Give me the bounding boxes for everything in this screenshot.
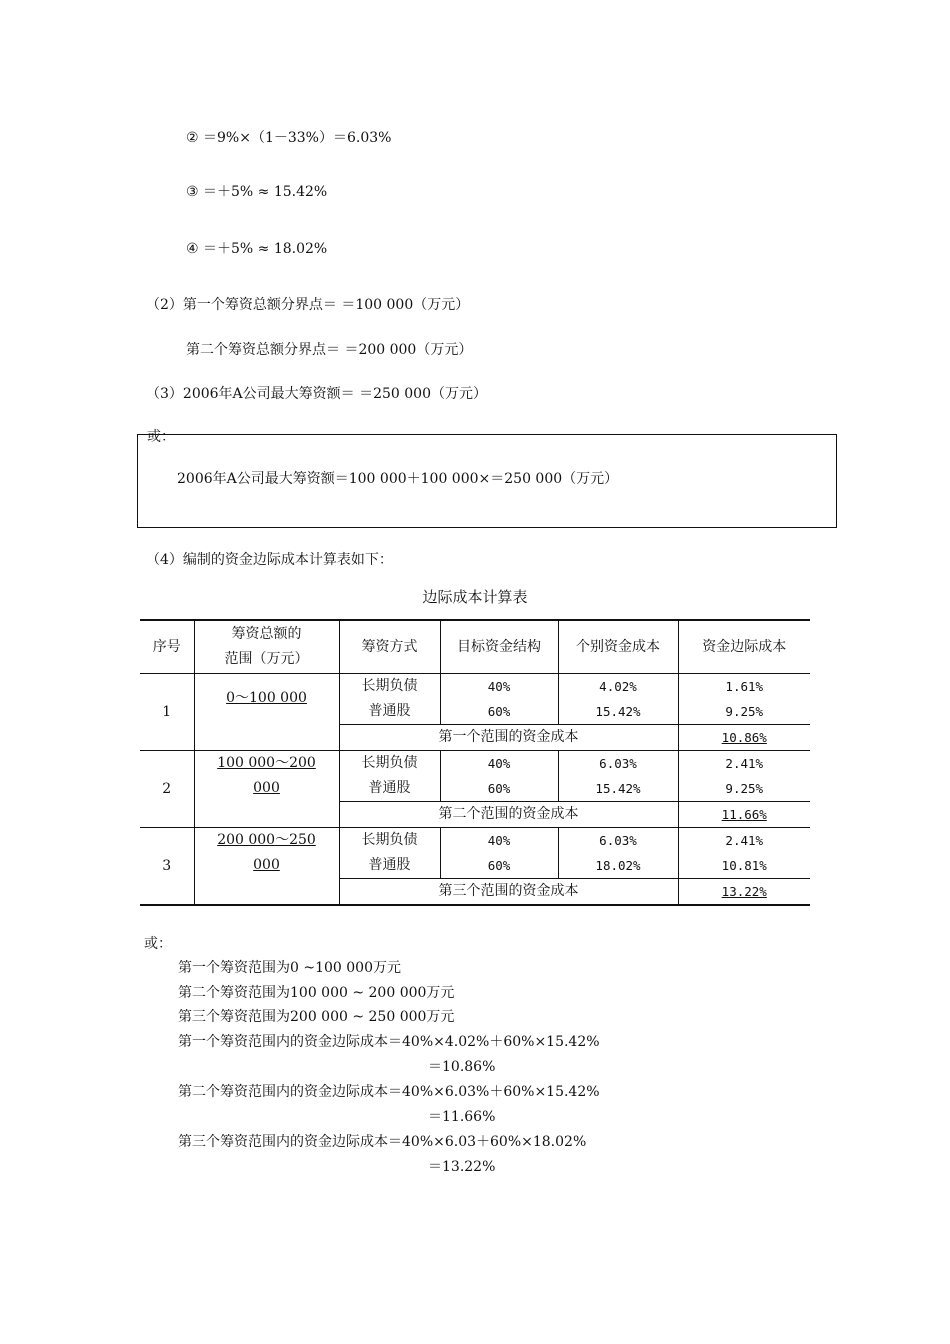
marginal-equity: 9.25%	[725, 704, 764, 719]
method-debt: 长期负债	[361, 678, 418, 694]
structure-equity: 60%	[487, 781, 511, 796]
marginal-cell	[678, 674, 810, 725]
header-cost: 个别资金成本	[558, 620, 678, 674]
formula-line-3: ③ ＝＋5% ≈ 15.42%	[186, 184, 328, 200]
header-marginal: 资金边际成本	[678, 620, 810, 674]
method-cell	[339, 828, 440, 879]
or-label-box: 或：	[147, 429, 175, 445]
marginal-equity: 10.81%	[721, 858, 767, 873]
calc-2-result: ＝11.66%	[428, 1109, 496, 1125]
total-value	[678, 725, 810, 751]
cost-debt: 4.02%	[599, 679, 637, 694]
formula-line-2: ② ＝9%×（1－33%）＝6.03%	[186, 130, 392, 146]
calc-3-result: ＝13.22%	[428, 1159, 496, 1175]
range-line2: 000	[253, 857, 280, 873]
total-value	[678, 802, 810, 828]
structure-equity: 60%	[487, 858, 511, 873]
method-debt: 长期负债	[361, 755, 418, 771]
table-intro: （4）编制的资金边际成本计算表如下：	[146, 552, 393, 568]
table-row	[140, 751, 810, 802]
total-label: 第三个范围的资金成本	[339, 879, 678, 906]
structure-debt: 40%	[487, 756, 511, 771]
method-equity: 普通股	[368, 780, 411, 796]
total-label: 第一个范围的资金成本	[339, 725, 678, 751]
calc-2: 第二个筹资范围内的资金边际成本＝40%×6.03%＋60%×15.42%	[178, 1084, 600, 1100]
total-value-text: 10.86%	[721, 730, 767, 745]
cost-equity: 15.42%	[595, 781, 641, 796]
header-method: 筹资方式	[339, 620, 440, 674]
method-cell	[339, 751, 440, 802]
method-cell	[339, 674, 440, 725]
structure-debt: 40%	[487, 679, 511, 694]
marginal-debt: 2.41%	[725, 756, 764, 771]
structure-debt: 40%	[487, 833, 511, 848]
header-seq: 序号	[140, 620, 194, 674]
header-range	[194, 620, 339, 674]
structure-cell	[440, 828, 558, 879]
range-desc-1: 第一个筹资范围为0 ~100 000万元	[178, 960, 401, 976]
structure-equity: 60%	[487, 704, 511, 719]
structure-cell	[440, 674, 558, 725]
header-range-line1: 筹资总额的	[231, 626, 302, 642]
range-line2: 000	[253, 780, 280, 796]
range-line1: 100 000～200	[217, 755, 316, 771]
max-financing-alt: 2006年A公司最大筹资额＝100 000＋100 000×＝250 000（万元）	[177, 471, 619, 487]
breakpoint-1: （2）第一个筹资总额分界点＝ ＝100 000（万元）	[146, 297, 470, 313]
calc-3: 第三个筹资范围内的资金边际成本＝40%×6.03＋60%×18.02%	[178, 1134, 587, 1150]
cost-debt: 6.03%	[599, 833, 637, 848]
group-seq: 2	[140, 751, 194, 828]
group-range	[194, 828, 339, 906]
range-line1: 200 000～250	[217, 832, 316, 848]
range-line1: 0～100 000	[226, 690, 307, 706]
breakpoint-2: 第二个筹资总额分界点＝ ＝200 000（万元）	[186, 342, 473, 358]
marginal-cell	[678, 828, 810, 879]
formula-line-4: ④ ＝＋5% ≈ 18.02%	[186, 241, 328, 257]
method-equity: 普通股	[368, 703, 411, 719]
total-value	[678, 879, 810, 906]
marginal-debt: 2.41%	[725, 833, 764, 848]
cost-cell	[558, 828, 678, 879]
structure-cell	[440, 751, 558, 802]
method-debt: 长期负债	[361, 832, 418, 848]
cost-equity: 18.02%	[595, 858, 641, 873]
or-label-2: 或：	[144, 936, 172, 952]
cost-cell	[558, 751, 678, 802]
header-structure: 目标资金结构	[440, 620, 558, 674]
group-seq: 3	[140, 828, 194, 906]
method-equity: 普通股	[368, 857, 411, 873]
total-label: 第二个范围的资金成本	[339, 802, 678, 828]
marginal-cell	[678, 751, 810, 802]
total-value-text: 11.66%	[721, 807, 767, 822]
cost-equity: 15.42%	[595, 704, 641, 719]
table-title: 边际成本计算表	[422, 588, 528, 606]
calc-1: 第一个筹资范围内的资金边际成本＝40%×4.02%＋60%×15.42%	[178, 1034, 600, 1050]
calc-1-result: ＝10.86%	[428, 1059, 496, 1075]
total-value-text: 13.22%	[721, 884, 767, 899]
marginal-debt: 1.61%	[725, 679, 764, 694]
marginal-cost-table	[140, 619, 810, 906]
cost-cell	[558, 674, 678, 725]
table-row	[140, 674, 810, 725]
max-financing: （3）2006年A公司最大筹资额＝ ＝250 000（万元）	[146, 386, 487, 402]
range-desc-2: 第二个筹资范围为100 000 ~ 200 000万元	[178, 985, 455, 1001]
header-range-line2: 范围（万元）	[224, 651, 309, 667]
group-range	[194, 751, 339, 828]
group-seq: 1	[140, 674, 194, 751]
marginal-equity: 9.25%	[725, 781, 764, 796]
group-range	[194, 674, 339, 751]
table-header-row	[140, 620, 810, 674]
cost-debt: 6.03%	[599, 756, 637, 771]
range-desc-3: 第三个筹资范围为200 000 ~ 250 000万元	[178, 1009, 455, 1025]
table-row	[140, 828, 810, 879]
